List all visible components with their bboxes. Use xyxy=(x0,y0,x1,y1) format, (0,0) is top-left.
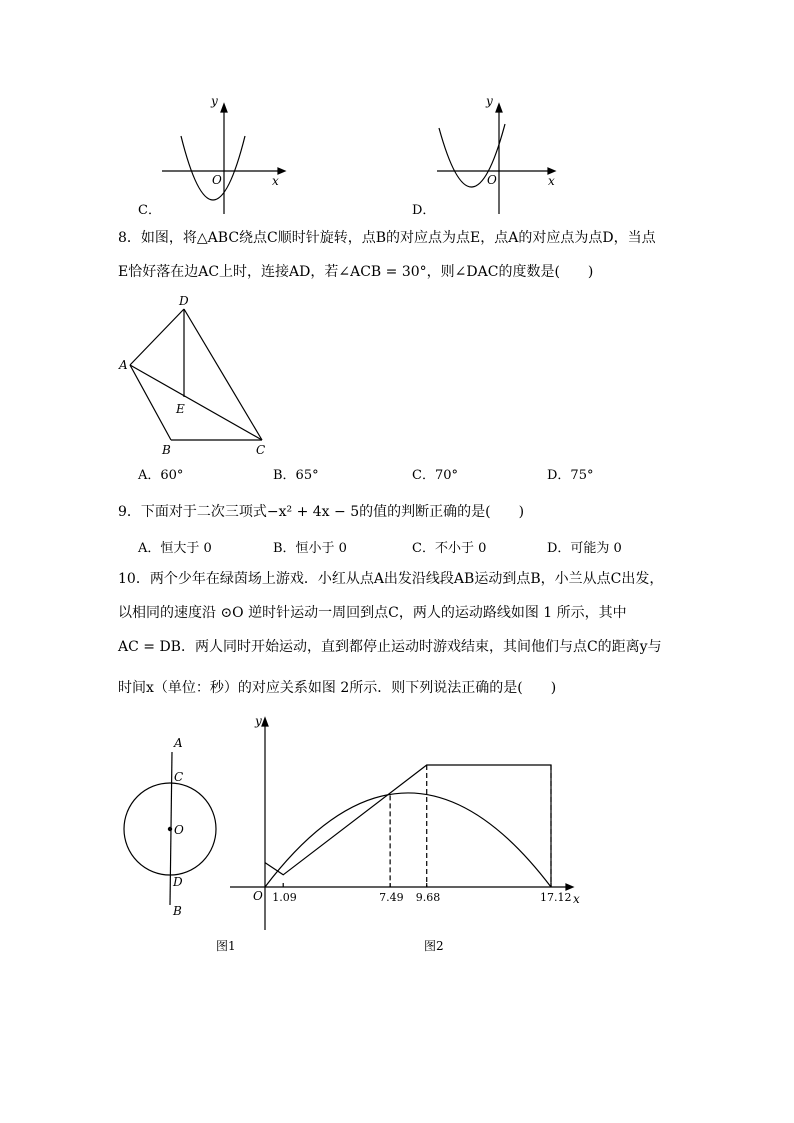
chart-origin-label: O xyxy=(253,889,263,903)
q8-stem-line1: 8．如图，将△ABC绕点C顺时针旋转，点B的对应点为点E，点A的对应点为点D，当点 xyxy=(118,230,656,246)
graph-d-y-label: y xyxy=(486,94,493,108)
graph-c-y-label: y xyxy=(211,94,218,108)
chart-series-2-curve xyxy=(265,793,551,887)
q9-option-d: D．可能为 0 xyxy=(547,541,622,556)
q10-fig2-caption: 图2 xyxy=(424,939,444,953)
q8-label-b: B xyxy=(162,443,171,457)
q8-option-a: A．60° xyxy=(138,468,184,483)
q10-stem-line2: 以相同的速度沿 ⊙O 逆时针运动一周回到点C，两人的运动路线如图 1 所示，其中 xyxy=(118,605,627,621)
q9-option-c: C．不小于 0 xyxy=(412,541,487,556)
chart-series-1-line xyxy=(265,765,551,887)
q10-fig1-label-b: B xyxy=(173,904,182,918)
chart-tick-label: 9.68 xyxy=(415,891,441,904)
q8-label-e: E xyxy=(176,402,185,416)
q9-option-b: B．恒小于 0 xyxy=(273,541,347,556)
q9-option-a: A．恒大于 0 xyxy=(138,541,212,556)
chart-x-arrow xyxy=(566,884,573,890)
q10-stem-line1: 10．两个少年在绿茵场上游戏．小红从点A出发沿线段AB运动到点B，小兰从点C出发， xyxy=(118,571,664,587)
q10-fig1-label-c: C xyxy=(174,770,184,784)
q10-fig1-caption: 图1 xyxy=(216,939,236,953)
chart-x-label: x xyxy=(573,892,580,906)
q10-fig1-label-o: O xyxy=(174,823,184,837)
q10-stem-line4: 时间x（单位：秒）的对应关系如图 2所示．则下列说法正确的是( ) xyxy=(118,680,557,696)
q8-option-b: B．65° xyxy=(273,468,319,483)
graph-d-origin-label: O xyxy=(487,173,497,187)
chart-tick-label: 17.12 xyxy=(540,891,572,904)
chart-y-label: y xyxy=(255,714,262,728)
graph-c-x-label: x xyxy=(272,174,279,188)
chart-tick-label: 1.09 xyxy=(272,891,297,904)
q10-fig1-label-d: D xyxy=(173,875,183,889)
q9-stem: 9．下面对于二次三项式−x² + 4x − 5的值的判断正确的是( ) xyxy=(118,504,525,520)
q8-label-c: C xyxy=(256,443,266,457)
q8-option-c: C．70° xyxy=(412,468,458,483)
option-c-label: C． xyxy=(138,203,161,218)
q10-fig1-label-a: A xyxy=(174,736,183,750)
graph-d-x-label: x xyxy=(548,174,555,188)
q8-label-d: D xyxy=(179,294,189,308)
q8-stem-line2: E恰好落在边AC上时，连接AD，若∠ACB = 30°，则∠DAC的度数是( ) xyxy=(118,264,594,280)
chart-y-arrow xyxy=(262,718,268,726)
q8-option-d: D．75° xyxy=(547,468,594,483)
graph-c-origin-label: O xyxy=(212,173,222,187)
option-d-label: D． xyxy=(412,203,436,218)
q10-stem-line3: AC = DB．两人同时开始运动，直到都停止运动时游戏结束，其间他们与点C的距离y与 xyxy=(118,639,662,655)
chart-tick-label: 7.49 xyxy=(379,891,404,904)
q8-label-a: A xyxy=(119,358,128,372)
